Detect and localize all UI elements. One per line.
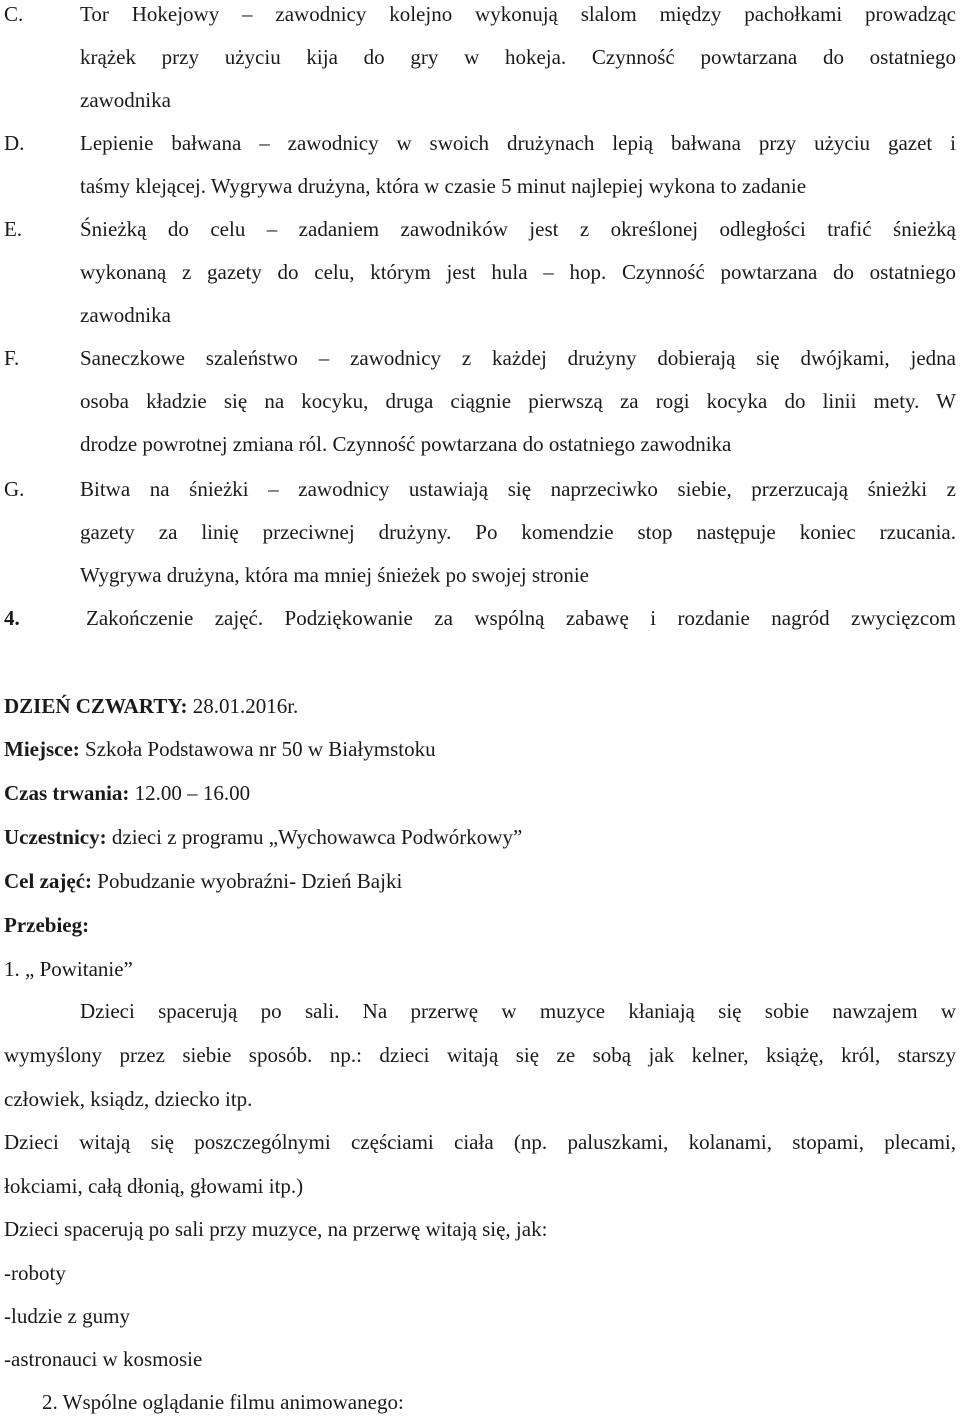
item-label: C. — [4, 2, 24, 26]
paragraph-line: łokciami, całą dłonią, głowami itp.) — [4, 1174, 304, 1198]
place-value: Szkoła Podstawowa nr 50 w Białymstoku — [79, 737, 436, 761]
step-1-heading: 1. „ Powitanie” — [4, 957, 133, 981]
list-item: -roboty — [4, 1261, 66, 1285]
day-heading-label: DZIEŃ CZWARTY: — [4, 694, 188, 718]
item-label: D. — [4, 131, 25, 155]
item-text-line: drodze powrotnej zmiana ról. Czynność powtarzana do ostatniego zawodnika — [80, 432, 732, 456]
course-heading: Przebieg: — [4, 913, 90, 937]
item-text-line: Tor Hokejowy – zawodnicy kolejno wykonują slalom między pachołkami prowadząc — [80, 2, 956, 26]
time-value: 12.00 – 16.00 — [129, 781, 251, 805]
paragraph-line: Dzieci spacerują po sali przy muzyce, na przerwę witają się, jak: — [4, 1217, 548, 1241]
item-text-line: taśmy klejącej. Wygrywa drużyna, która w czasie 5 minut najlepiej wykona to zadanie — [80, 174, 807, 198]
paragraph-line: Dzieci spacerują po sali. Na przerwę w muzyce kłaniają się sobie nawzajem w — [80, 999, 956, 1023]
place-label: Miejsce: — [4, 737, 80, 761]
goal-line — [4, 869, 402, 894]
item-text-line: Saneczkowe szaleństwo – zawodnicy z każdej drużyny dobierają się dwójkami, jedna — [80, 346, 956, 370]
day-heading-value: 28.01.2016r. — [187, 694, 299, 718]
item-label: G. — [4, 477, 25, 501]
step-number: 4. — [4, 606, 20, 630]
participants-value: dzieci z programu „Wychowawca Podwórkowy” — [106, 825, 523, 849]
paragraph-line: Dzieci witają się poszczególnymi częściami ciała (np. paluszkami, kolanami, stopami, plecami, — [4, 1130, 956, 1154]
item-text-line: osoba kładzie się na kocyku, druga ciągnie pierwszą za rogi kocyka do linii mety. W — [80, 389, 956, 413]
participants-label: Uczestnicy: — [4, 825, 107, 849]
item-text-line: zawodnika — [80, 303, 171, 327]
step-text: Zakończenie zajęć. Podziękowanie za wspólną zabawę i rozdanie nagród zwycięzcom — [86, 606, 956, 630]
item-text-line: Wygrywa drużyna, która ma mniej śnieżek po swojej stronie — [80, 563, 590, 587]
list-item: -astronauci w kosmosie — [4, 1347, 203, 1371]
step-2-heading: 2. Wspólne oglądanie filmu animowanego: — [42, 1390, 404, 1414]
item-text-line: krążek przy użyciu kija do gry w hokeja. Czynność powtarzana do ostatniego — [80, 45, 956, 69]
item-text-line: Śnieżką do celu – zadaniem zawodników jest z określonej odległości trafić śnieżką — [80, 217, 956, 241]
participants-line — [4, 825, 522, 850]
list-item: -ludzie z gumy — [4, 1304, 130, 1328]
item-text-line: gazety za linię przeciwnej drużyny. Po komendzie stop następuje koniec rzucania. — [80, 520, 956, 544]
day-heading — [4, 694, 298, 719]
item-text-line: wykonaną z gazety do celu, którym jest hula – hop. Czynność powtarzana do ostatniego — [80, 260, 956, 284]
time-line — [4, 781, 250, 806]
goal-label: Cel zajęć: — [4, 869, 93, 893]
place-line — [4, 737, 436, 762]
paragraph-line: człowiek, ksiądz, dziecko itp. — [4, 1087, 253, 1111]
item-text-line: Lepienie bałwana – zawodnicy w swoich drużynach lepią bałwana przy użyciu gazet i — [80, 131, 956, 155]
time-label: Czas trwania: — [4, 781, 130, 805]
paragraph-line: wymyślony przez siebie sposób. np.: dzieci witają się ze sobą jak kelner, książę, król, starszy — [4, 1043, 956, 1067]
item-label: E. — [4, 217, 23, 241]
goal-value: Pobudzanie wyobraźni- Dzień Bajki — [92, 869, 403, 893]
item-text-line: zawodnika — [80, 88, 171, 112]
item-label: F. — [4, 346, 20, 370]
item-text-line: Bitwa na śnieżki – zawodnicy ustawiają się naprzeciwko siebie, przerzucają śnieżki z — [80, 477, 956, 501]
